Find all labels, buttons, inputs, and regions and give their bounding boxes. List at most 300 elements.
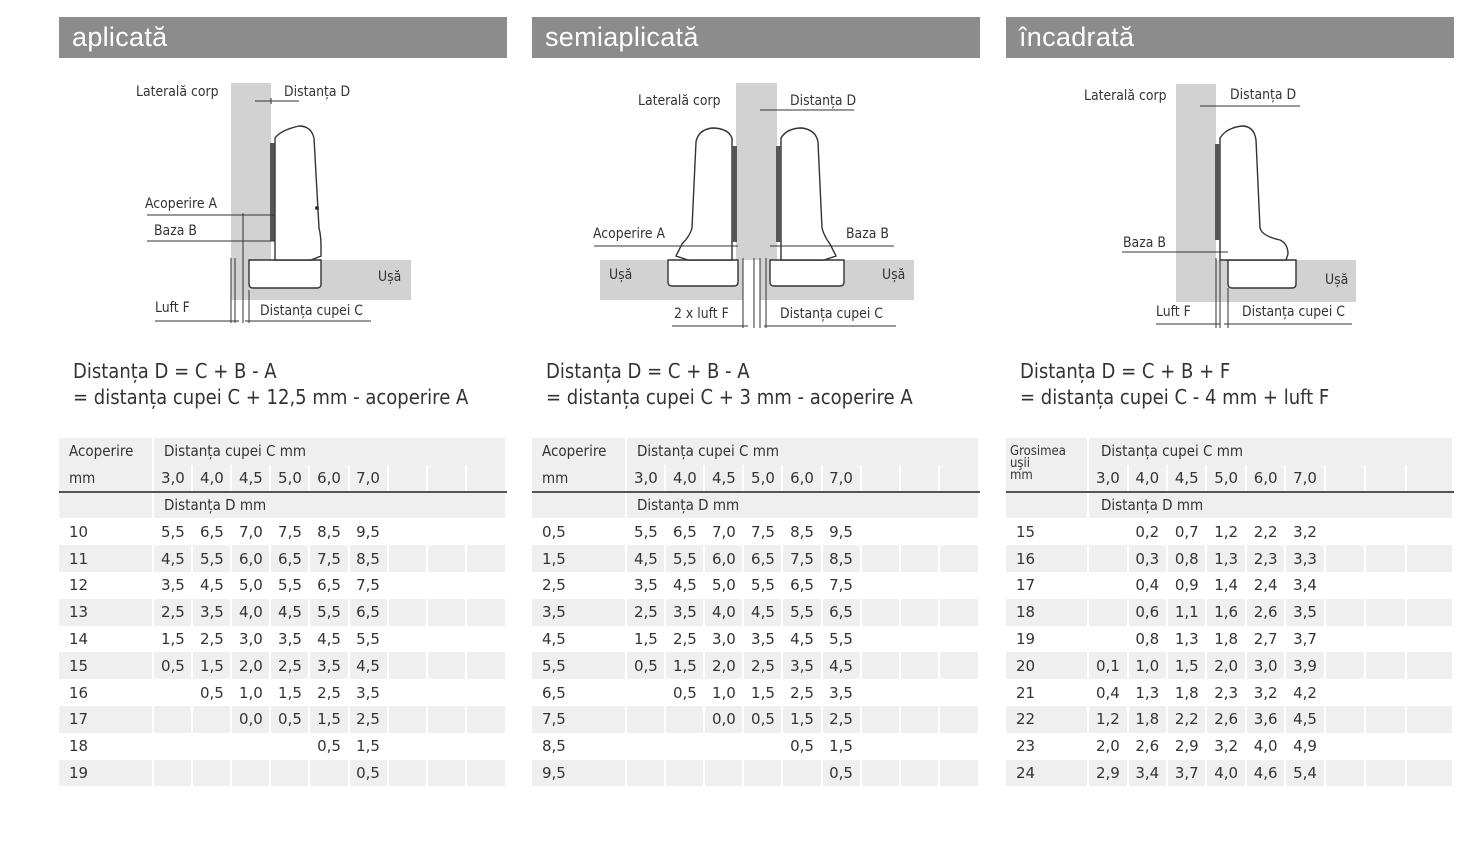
distance-table — [59, 438, 507, 813]
table-cell: 5,4 — [1285, 760, 1324, 787]
table-cell: 3,6 — [1246, 706, 1285, 733]
table-row — [1006, 760, 1453, 787]
table-cell: 2,5 — [782, 679, 821, 706]
table-cell: 2,5 — [822, 706, 861, 733]
empty-cell — [1325, 545, 1366, 572]
table-cell: 0,5 — [626, 652, 665, 679]
empty-cell — [427, 652, 466, 679]
table-cell: 0,2 — [1128, 518, 1167, 545]
label-lateral: Laterală corp — [136, 84, 219, 100]
table-row — [1006, 599, 1453, 626]
table-cell: 2,6 — [1246, 599, 1285, 626]
table-cell: 2,7 — [1246, 626, 1285, 653]
table-cell: 0,5 — [665, 679, 704, 706]
table-cell: 1,2 — [1088, 706, 1127, 733]
row-key: 20 — [1006, 652, 1088, 679]
table-row — [1006, 652, 1453, 679]
empty-cell — [427, 626, 466, 653]
row-key: 3,5 — [532, 599, 626, 626]
empty-cell — [1406, 760, 1453, 787]
table-cell: 8,5 — [782, 518, 821, 545]
empty-cell — [388, 545, 427, 572]
hinge-drawing — [532, 58, 980, 348]
table-cell: 9,5 — [822, 518, 861, 545]
empty-cell — [1365, 626, 1406, 653]
row-key: 6,5 — [532, 679, 626, 706]
empty-cell — [1325, 626, 1366, 653]
empty-cell — [388, 706, 427, 733]
empty-cell — [427, 545, 466, 572]
table-cell: 4,9 — [1285, 733, 1324, 760]
table-cell: 3,5 — [270, 626, 309, 653]
formula — [546, 358, 913, 410]
table-cell: 4,5 — [153, 545, 192, 572]
table-row — [532, 518, 979, 545]
empty-cell — [427, 706, 466, 733]
header-unit: mm — [532, 465, 626, 492]
table-cell: 1,1 — [1167, 599, 1206, 626]
empty-cell — [939, 626, 979, 653]
table-row — [532, 545, 979, 572]
row-key: 1,5 — [532, 545, 626, 572]
col-header: 7,0 — [1285, 465, 1324, 492]
table-cell: 1,0 — [704, 679, 743, 706]
table-cell: 8,5 — [309, 518, 348, 545]
table-cell: 0,5 — [782, 733, 821, 760]
col-header: 6,0 — [1246, 465, 1285, 492]
empty-cell — [466, 626, 506, 653]
table-cell: 1,0 — [1128, 652, 1167, 679]
empty-cell — [861, 572, 900, 599]
table-cell: 3,5 — [665, 599, 704, 626]
panel-title: semiaplicată — [532, 17, 980, 58]
table-cell: 2,5 — [153, 599, 192, 626]
row-key: 12 — [59, 572, 153, 599]
table-row — [1006, 572, 1453, 599]
table-row — [59, 572, 506, 599]
table-cell: 0,5 — [270, 706, 309, 733]
label-door-right: Ușă — [882, 267, 906, 283]
formula-line-1: Distanța D = C + B + F — [1020, 359, 1231, 383]
table-cell: 5,0 — [704, 572, 743, 599]
col-header: 3,0 — [626, 465, 665, 492]
table-row — [59, 599, 506, 626]
empty-cell — [900, 518, 939, 545]
table-cell — [665, 760, 704, 787]
panel-title: aplicată — [59, 17, 507, 58]
table-cell: 3,0 — [1246, 652, 1285, 679]
table-cell — [626, 706, 665, 733]
panel-incadrata — [1006, 17, 1454, 837]
empty-cell — [1365, 706, 1406, 733]
empty-cell — [1325, 679, 1366, 706]
table-cell: 4,5 — [309, 626, 348, 653]
table-cell: 3,3 — [1285, 545, 1324, 572]
table-cell: 0,1 — [1088, 652, 1127, 679]
table-cell — [704, 733, 743, 760]
table-cell: 3,5 — [822, 679, 861, 706]
table-cell: 8,5 — [822, 545, 861, 572]
table-cell: 1,5 — [270, 679, 309, 706]
empty-cell — [939, 733, 979, 760]
table-cell — [1088, 599, 1127, 626]
table-cell — [704, 760, 743, 787]
table-cell: 4,5 — [626, 545, 665, 572]
formula-line-2: = distanța cupei C + 12,5 mm - acoperire A — [73, 385, 469, 409]
table-cell: 1,2 — [1206, 518, 1245, 545]
table-row — [59, 545, 506, 572]
col-header: 5,0 — [743, 465, 782, 492]
row-key: 9,5 — [532, 760, 626, 787]
table-cell: 1,3 — [1128, 679, 1167, 706]
row-key: 15 — [59, 652, 153, 679]
table-cell: 5,5 — [309, 599, 348, 626]
col-header: 5,0 — [270, 465, 309, 492]
empty-cell — [388, 760, 427, 787]
label-door: Ușă — [1325, 272, 1349, 288]
table-cell: 1,5 — [626, 626, 665, 653]
table-cell: 6,5 — [665, 518, 704, 545]
table-cell — [153, 679, 192, 706]
row-key: 22 — [1006, 706, 1088, 733]
table-cell — [743, 733, 782, 760]
table-cell: 7,5 — [270, 518, 309, 545]
table-cell: 3,7 — [1285, 626, 1324, 653]
empty-cell — [1406, 706, 1453, 733]
empty-cell — [939, 760, 979, 787]
empty-cell — [466, 599, 506, 626]
table-cell: 0,5 — [153, 652, 192, 679]
table-row — [532, 626, 979, 653]
table-cell: 0,4 — [1128, 572, 1167, 599]
row-key: 4,5 — [532, 626, 626, 653]
header-columns-row — [59, 465, 506, 492]
table-cell: 1,8 — [1206, 626, 1245, 653]
empty-cell — [388, 599, 427, 626]
empty-cell — [939, 706, 979, 733]
label-distance-d: Distanța D — [1230, 87, 1297, 103]
table-row — [59, 706, 506, 733]
label-cover-a: Acoperire A — [593, 226, 665, 242]
table-cell: 4,0 — [1206, 760, 1245, 787]
hinge-diagram-aplicata — [59, 58, 507, 348]
empty-cell — [1406, 652, 1453, 679]
empty-cell — [388, 518, 427, 545]
table-cell: 1,5 — [782, 706, 821, 733]
table-cell — [270, 733, 309, 760]
table-cell: 0,5 — [349, 760, 388, 787]
empty-cell — [939, 679, 979, 706]
empty-cell — [1325, 760, 1366, 787]
table-cell: 0,8 — [1128, 626, 1167, 653]
empty-cell — [900, 652, 939, 679]
empty-cell — [1406, 572, 1453, 599]
table-row — [59, 626, 506, 653]
table-cell: 7,5 — [743, 518, 782, 545]
table-cell: 1,5 — [1167, 652, 1206, 679]
table-cell: 6,0 — [231, 545, 270, 572]
table-cell: 3,0 — [704, 626, 743, 653]
empty-cell — [466, 518, 506, 545]
empty-cell — [900, 599, 939, 626]
table-row — [1006, 679, 1453, 706]
table-cell — [270, 760, 309, 787]
table-row — [532, 760, 979, 787]
table-cell: 7,5 — [782, 545, 821, 572]
empty-cell — [1365, 679, 1406, 706]
empty-cell — [1406, 545, 1453, 572]
row-key: 17 — [59, 706, 153, 733]
table-cell: 3,7 — [1167, 760, 1206, 787]
table-row — [59, 760, 506, 787]
table-row-empty — [1006, 786, 1453, 813]
table-cell: 1,5 — [153, 626, 192, 653]
table-cell: 2,0 — [704, 652, 743, 679]
table-cell: 5,5 — [153, 518, 192, 545]
table-row — [59, 652, 506, 679]
table-cell: 1,8 — [1128, 706, 1167, 733]
empty-cell — [861, 679, 900, 706]
label-gap-f: Luft F — [1156, 304, 1191, 320]
table-cell — [782, 760, 821, 787]
table-cell: 3,2 — [1206, 733, 1245, 760]
table-row — [59, 679, 506, 706]
label-base-b: Baza B — [154, 223, 197, 239]
row-key: 18 — [59, 733, 153, 760]
table-row — [59, 733, 506, 760]
table-row — [1006, 545, 1453, 572]
table-row — [532, 679, 979, 706]
table-cell: 1,5 — [309, 706, 348, 733]
empty-cell — [939, 599, 979, 626]
distance-table — [1006, 438, 1454, 813]
label-door: Ușă — [378, 269, 402, 285]
table-cell: 4,5 — [782, 626, 821, 653]
table-cell — [153, 706, 192, 733]
table-cell: 2,5 — [665, 626, 704, 653]
table-cell: 1,3 — [1167, 626, 1206, 653]
table-row — [532, 733, 979, 760]
table-cell: 2,3 — [1206, 679, 1245, 706]
table-cell — [665, 733, 704, 760]
label-door-left: Ușă — [609, 267, 633, 283]
empty-cell — [388, 626, 427, 653]
table-row — [1006, 733, 1453, 760]
table-cell: 3,5 — [782, 652, 821, 679]
empty-cell — [900, 572, 939, 599]
formula — [73, 358, 468, 410]
table-cell: 3,0 — [231, 626, 270, 653]
empty-cell — [427, 572, 466, 599]
formula — [1020, 358, 1329, 410]
table-cell: 0,4 — [1088, 679, 1127, 706]
table-cell: 5,5 — [626, 518, 665, 545]
table-cell — [192, 706, 231, 733]
col-header: 7,0 — [349, 465, 388, 492]
label-cup-c: Distanța cupei C — [1242, 304, 1345, 320]
table-cell — [626, 760, 665, 787]
panel-title: încadrată — [1006, 17, 1454, 58]
table-cell: 2,9 — [1088, 760, 1127, 787]
empty-cell — [861, 599, 900, 626]
table-cell: 2,5 — [349, 706, 388, 733]
table-cell: 0,3 — [1128, 545, 1167, 572]
table-cell: 4,0 — [1246, 733, 1285, 760]
header-door-thickness: Grosimea uşii mm — [1006, 438, 1088, 492]
col-header: 4,0 — [192, 465, 231, 492]
table-cell: 8,5 — [349, 545, 388, 572]
empty-cell — [900, 679, 939, 706]
empty-cell — [861, 760, 900, 787]
col-header: 5,0 — [1206, 465, 1245, 492]
col-header: 6,0 — [309, 465, 348, 492]
col-header: 4,0 — [665, 465, 704, 492]
empty-cell — [861, 652, 900, 679]
table-row — [532, 599, 979, 626]
table-cell — [309, 760, 348, 787]
table-cell — [231, 760, 270, 787]
label-distance-d: Distanța D — [284, 84, 351, 100]
table-cell: 3,5 — [1285, 599, 1324, 626]
table-cell — [1088, 572, 1127, 599]
table-cell: 4,5 — [270, 599, 309, 626]
table-cell: 0,0 — [704, 706, 743, 733]
label-base-b: Baza B — [846, 226, 889, 242]
empty-cell — [939, 518, 979, 545]
table-cell: 4,2 — [1285, 679, 1324, 706]
table-cell: 0,9 — [1167, 572, 1206, 599]
panel-aplicata — [59, 17, 507, 837]
empty-cell — [427, 760, 466, 787]
table-cell: 6,5 — [743, 545, 782, 572]
table-cell: 1,4 — [1206, 572, 1245, 599]
label-gap-f: 2 x luft F — [674, 306, 729, 322]
table-cell — [1088, 518, 1127, 545]
table-cell: 7,0 — [231, 518, 270, 545]
table-cell: 2,6 — [1128, 733, 1167, 760]
table-cell: 2,0 — [1088, 733, 1127, 760]
empty-cell — [900, 545, 939, 572]
table-cell: 5,5 — [270, 572, 309, 599]
distance-table — [532, 438, 980, 813]
formula-line-1: Distanța D = C + B - A — [546, 359, 750, 383]
label-cup-c: Distanța cupei C — [780, 306, 883, 322]
table-cell: 0,7 — [1167, 518, 1206, 545]
empty-cell — [861, 733, 900, 760]
table-cell: 1,5 — [192, 652, 231, 679]
table-row — [532, 572, 979, 599]
empty-cell — [466, 545, 506, 572]
table-cell: 2,0 — [1206, 652, 1245, 679]
table-cell: 2,5 — [743, 652, 782, 679]
table-cell: 3,5 — [153, 572, 192, 599]
empty-cell — [1325, 733, 1366, 760]
empty-cell — [427, 679, 466, 706]
table-cell — [192, 733, 231, 760]
table-cell: 4,5 — [192, 572, 231, 599]
row-key: 21 — [1006, 679, 1088, 706]
table-cell: 5,5 — [782, 599, 821, 626]
col-header: 6,0 — [782, 465, 821, 492]
table-cell: 0,6 — [1128, 599, 1167, 626]
table-cell: 6,5 — [309, 572, 348, 599]
row-key: 10 — [59, 518, 153, 545]
empty-cell — [466, 706, 506, 733]
formula-line-2: = distanța cupei C + 3 mm - acoperire A — [546, 385, 913, 409]
table-cell: 1,3 — [1206, 545, 1245, 572]
table-row — [532, 652, 979, 679]
empty-cell — [1406, 679, 1453, 706]
table-cell: 7,5 — [349, 572, 388, 599]
table-cell: 4,6 — [1246, 760, 1285, 787]
empty-cell — [466, 652, 506, 679]
table-cell: 6,5 — [782, 572, 821, 599]
hinge-diagram-incadrata — [1006, 58, 1454, 348]
table-cell: 5,5 — [822, 626, 861, 653]
table-cell: 5,5 — [349, 626, 388, 653]
table-cell: 2,9 — [1167, 733, 1206, 760]
empty-cell — [388, 733, 427, 760]
empty-cell — [1325, 599, 1366, 626]
empty-cell — [900, 626, 939, 653]
empty-cell — [1365, 518, 1406, 545]
subheader-distance-d: Distanța D mm — [626, 492, 979, 519]
table-cell: 3,5 — [626, 572, 665, 599]
empty-cell — [1365, 760, 1406, 787]
table-cell: 4,5 — [743, 599, 782, 626]
empty-cell — [939, 545, 979, 572]
table-row — [1006, 518, 1453, 545]
table-cell: 2,5 — [309, 679, 348, 706]
empty-cell — [1365, 599, 1406, 626]
empty-cell — [861, 545, 900, 572]
col-header: 4,0 — [1128, 465, 1167, 492]
empty-cell — [1325, 518, 1366, 545]
table-cell: 4,5 — [1285, 706, 1324, 733]
row-key: 19 — [59, 760, 153, 787]
empty-cell — [861, 626, 900, 653]
empty-cell — [1365, 572, 1406, 599]
table-cell: 1,6 — [1206, 599, 1245, 626]
table-cell: 4,5 — [349, 652, 388, 679]
table-cell — [153, 733, 192, 760]
row-key: 5,5 — [532, 652, 626, 679]
empty-cell — [427, 599, 466, 626]
table-cell — [153, 760, 192, 787]
row-key: 14 — [59, 626, 153, 653]
col-header: 4,5 — [231, 465, 270, 492]
table-cell: 2,6 — [1206, 706, 1245, 733]
empty-cell — [466, 572, 506, 599]
col-header: 3,0 — [153, 465, 192, 492]
col-header: 7,0 — [822, 465, 861, 492]
table-cell — [626, 679, 665, 706]
table-cell: 6,5 — [349, 599, 388, 626]
empty-cell — [900, 706, 939, 733]
header-cover: Acoperire — [532, 438, 626, 465]
table-cell: 3,5 — [309, 652, 348, 679]
hinge-diagram-semiaplicata — [532, 58, 980, 348]
label-cup-c: Distanța cupei C — [260, 303, 363, 319]
empty-cell — [1325, 572, 1366, 599]
subheader-distance-d: Distanța D mm — [153, 492, 506, 519]
table-cell — [1088, 545, 1127, 572]
table-row — [1006, 626, 1453, 653]
row-key: 23 — [1006, 733, 1088, 760]
table-cell: 1,5 — [822, 733, 861, 760]
empty-cell — [900, 733, 939, 760]
label-cover-a: Acoperire A — [145, 196, 217, 212]
